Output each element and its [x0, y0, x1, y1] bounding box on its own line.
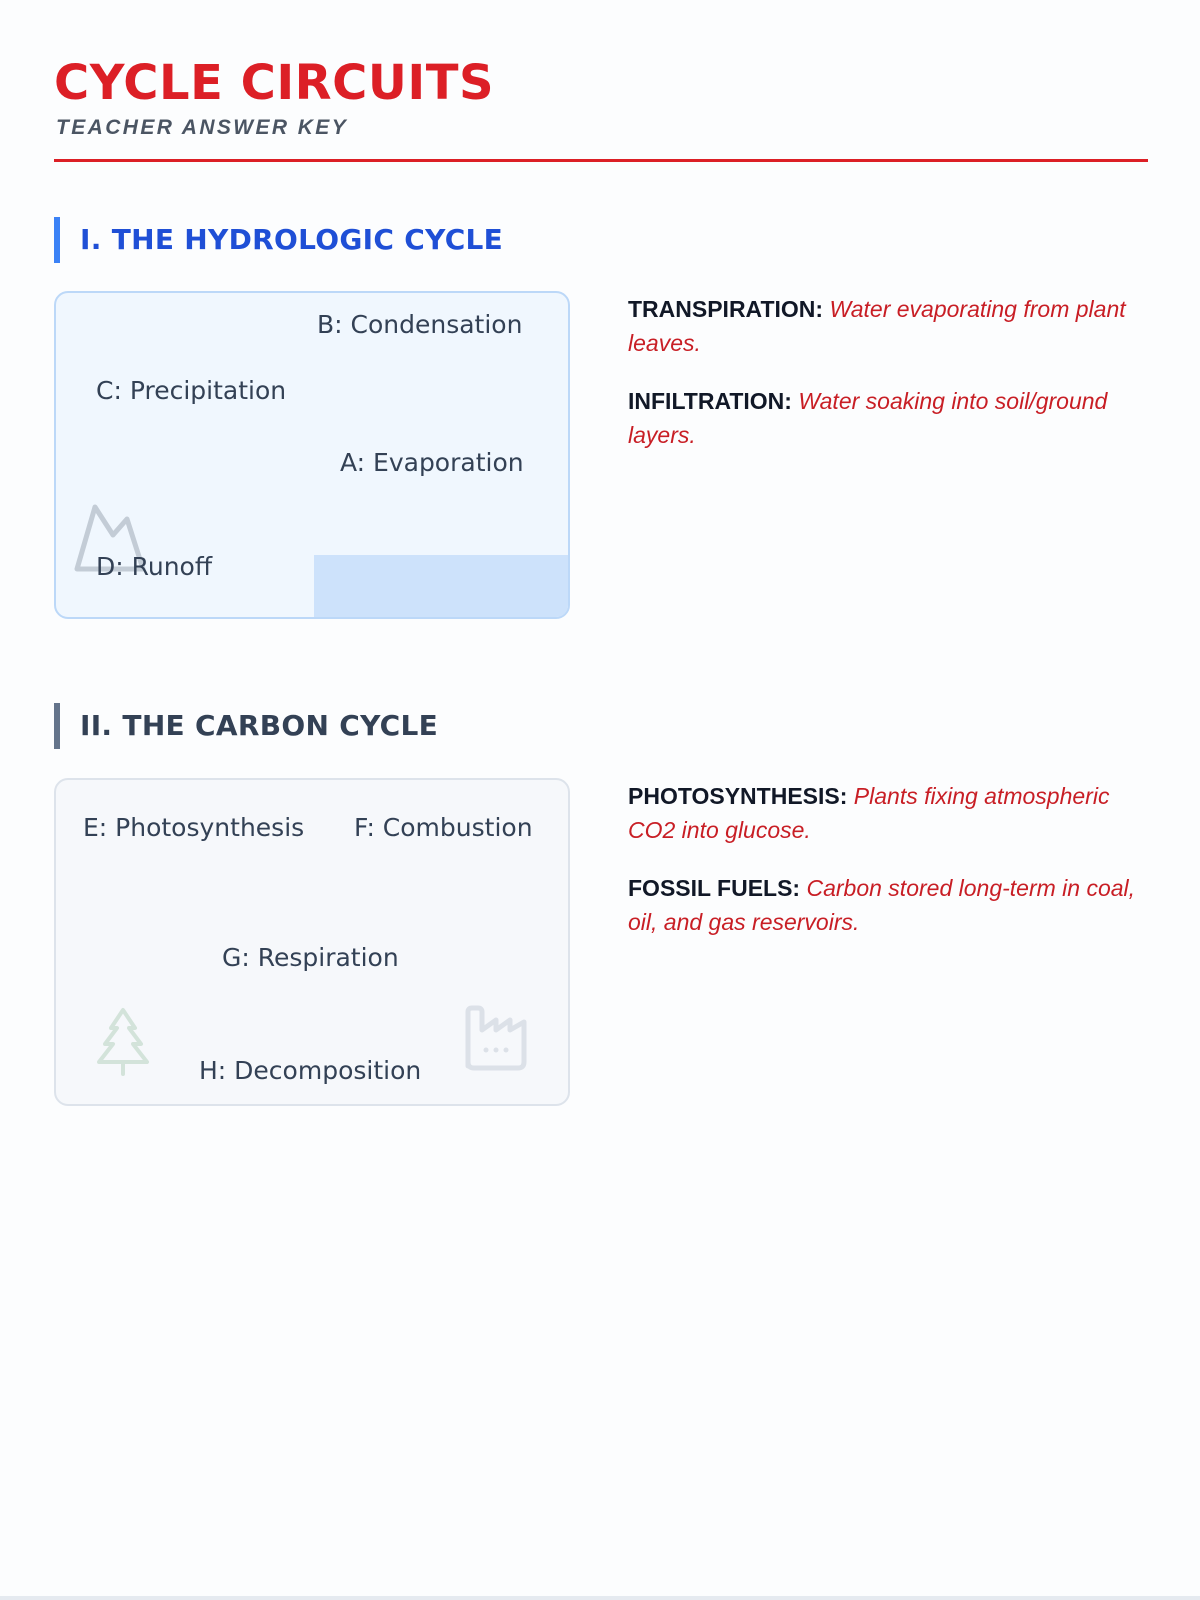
diagram-label-precipitation: C: Precipitation [96, 376, 287, 405]
title-divider [54, 159, 1148, 162]
definition-term: FOSSIL FUELS: [628, 875, 801, 901]
definition-term: TRANSPIRATION: [628, 296, 824, 322]
tree-icon [91, 1006, 155, 1078]
section-heading-text: II. THE CARBON CYCLE [80, 709, 439, 742]
diagram-label-condensation: B: Condensation [317, 310, 523, 339]
water-body [314, 555, 570, 619]
definition-photosynthesis [628, 779, 1148, 847]
diagram-label-combustion: F: Combustion [354, 813, 533, 842]
carbon-definitions [628, 779, 1148, 963]
diagram-label-photosynthesis: E: Photosynthesis [83, 813, 305, 842]
definition-answer: Water soaking into soil/ground layers. [628, 388, 1108, 448]
diagram-label-runoff: D: Runoff [96, 552, 213, 581]
hydrologic-cycle-diagram [54, 291, 570, 619]
page-bottom-edge [0, 1596, 1200, 1600]
page-subtitle: TEACHER ANSWER KEY [56, 116, 349, 139]
diagram-label-decomposition: H: Decomposition [199, 1056, 422, 1085]
section-heading-carbon [54, 703, 438, 749]
definition-term: PHOTOSYNTHESIS: [628, 783, 848, 809]
section-accent-bar [54, 217, 60, 263]
definition-answer: Plants fixing atmospheric CO2 into glucose. [628, 783, 1110, 843]
diagram-label-respiration: G: Respiration [222, 943, 399, 972]
worksheet-page [54, 0, 1148, 1600]
diagram-label-evaporation: A: Evaporation [340, 448, 524, 477]
definition-transpiration [628, 292, 1148, 360]
definition-term: INFILTRATION: [628, 388, 792, 414]
definition-infiltration [628, 384, 1148, 452]
section-heading-hydrologic [54, 217, 503, 263]
carbon-cycle-diagram [54, 778, 570, 1106]
section-accent-bar [54, 703, 60, 749]
definition-answer: Carbon stored long-term in coal, oil, and gas reservoirs. [628, 875, 1136, 935]
hydrologic-definitions [628, 292, 1148, 476]
page-title: CYCLE CIRCUITS [54, 55, 495, 111]
factory-icon [462, 1004, 532, 1074]
definition-fossil-fuels [628, 871, 1148, 939]
definition-answer: Water evaporating from plant leaves. [628, 296, 1126, 356]
section-heading-text: I. THE HYDROLOGIC CYCLE [80, 223, 504, 256]
